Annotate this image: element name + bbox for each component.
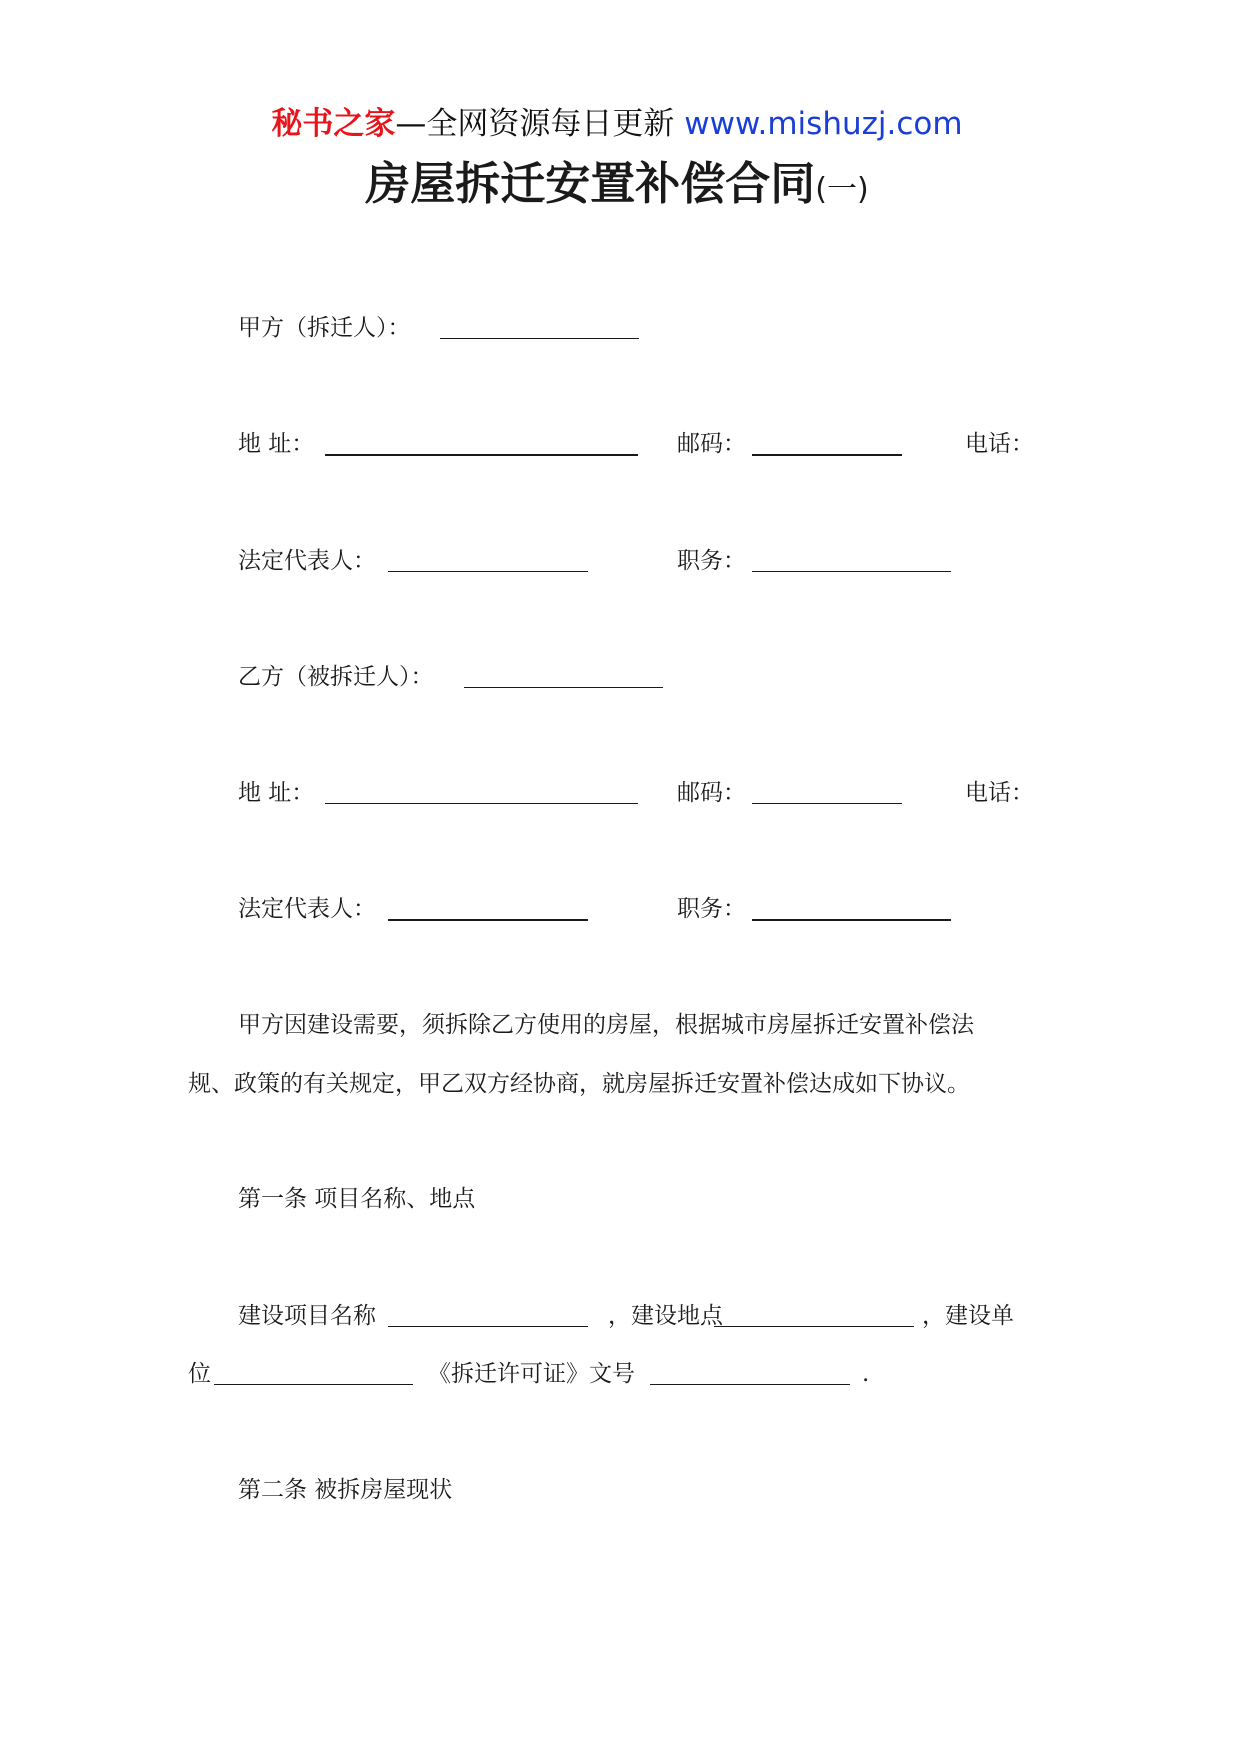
party-a-label: 甲方（拆迁人）： <box>238 315 411 341</box>
project-name-label: 建设项目名称 <box>238 1303 376 1329</box>
project-site-blank[interactable] <box>714 1326 914 1327</box>
party-a-phone-label: 电话： <box>965 431 1034 457</box>
party-a-rep-blank[interactable] <box>388 571 588 572</box>
party-a-postcode-label: 邮码： <box>677 431 746 457</box>
article-1-heading: 第一条 项目名称、地点 <box>238 1186 476 1212</box>
party-b-blank[interactable] <box>464 687 663 688</box>
project-site-label: ，建设地点 <box>608 1303 723 1329</box>
brand-name: 秘书之家 <box>271 106 396 142</box>
intro-line-1: 甲方因建设需要，须拆除乙方使用的房屋，根据城市房屋拆迁安置补偿法 <box>238 1012 974 1038</box>
party-a-address-label: 地 址： <box>238 431 315 457</box>
header-slogan: —全网资源每日更新 <box>395 106 675 142</box>
party-a-position-label: 职务： <box>677 548 746 574</box>
party-b-postcode-label: 邮码： <box>677 780 746 806</box>
construction-unit-blank[interactable] <box>214 1384 413 1385</box>
article-2-heading: 第二条 被拆房屋现状 <box>238 1477 453 1503</box>
party-b-rep-label: 法定代表人： <box>238 896 376 922</box>
project-name-blank[interactable] <box>388 1326 588 1327</box>
title-suffix: (一) <box>815 172 869 207</box>
construction-unit-label-b: 位 <box>188 1361 211 1387</box>
document-title <box>0 152 1234 222</box>
end-mark: . <box>862 1361 870 1387</box>
party-b-position-blank[interactable] <box>752 919 951 921</box>
site-url[interactable]: www.mishuzj.com <box>684 106 963 142</box>
party-a-postcode-blank[interactable] <box>752 454 902 456</box>
party-b-phone-label: 电话： <box>965 780 1034 806</box>
permit-number-label: 《拆迁许可证》文号 <box>428 1361 635 1387</box>
party-a-rep-label: 法定代表人： <box>238 548 376 574</box>
permit-number-blank[interactable] <box>650 1384 850 1385</box>
party-b-label: 乙方（被拆迁人）： <box>238 664 434 690</box>
construction-unit-label-a: ，建设单 <box>922 1303 1014 1329</box>
party-b-rep-blank[interactable] <box>388 919 588 921</box>
site-header <box>0 102 1234 146</box>
title-main: 房屋拆迁安置补偿合同 <box>365 157 816 210</box>
party-a-blank[interactable] <box>440 338 639 339</box>
party-a-address-blank[interactable] <box>325 454 638 456</box>
party-a-position-blank[interactable] <box>752 571 951 572</box>
party-b-address-blank[interactable] <box>325 803 638 804</box>
party-b-address-label: 地 址： <box>238 780 315 806</box>
party-b-postcode-blank[interactable] <box>752 803 902 804</box>
intro-line-2: 规、政策的有关规定，甲乙双方经协商，就房屋拆迁安置补偿达成如下协议。 <box>188 1071 970 1097</box>
party-b-position-label: 职务： <box>677 896 746 922</box>
